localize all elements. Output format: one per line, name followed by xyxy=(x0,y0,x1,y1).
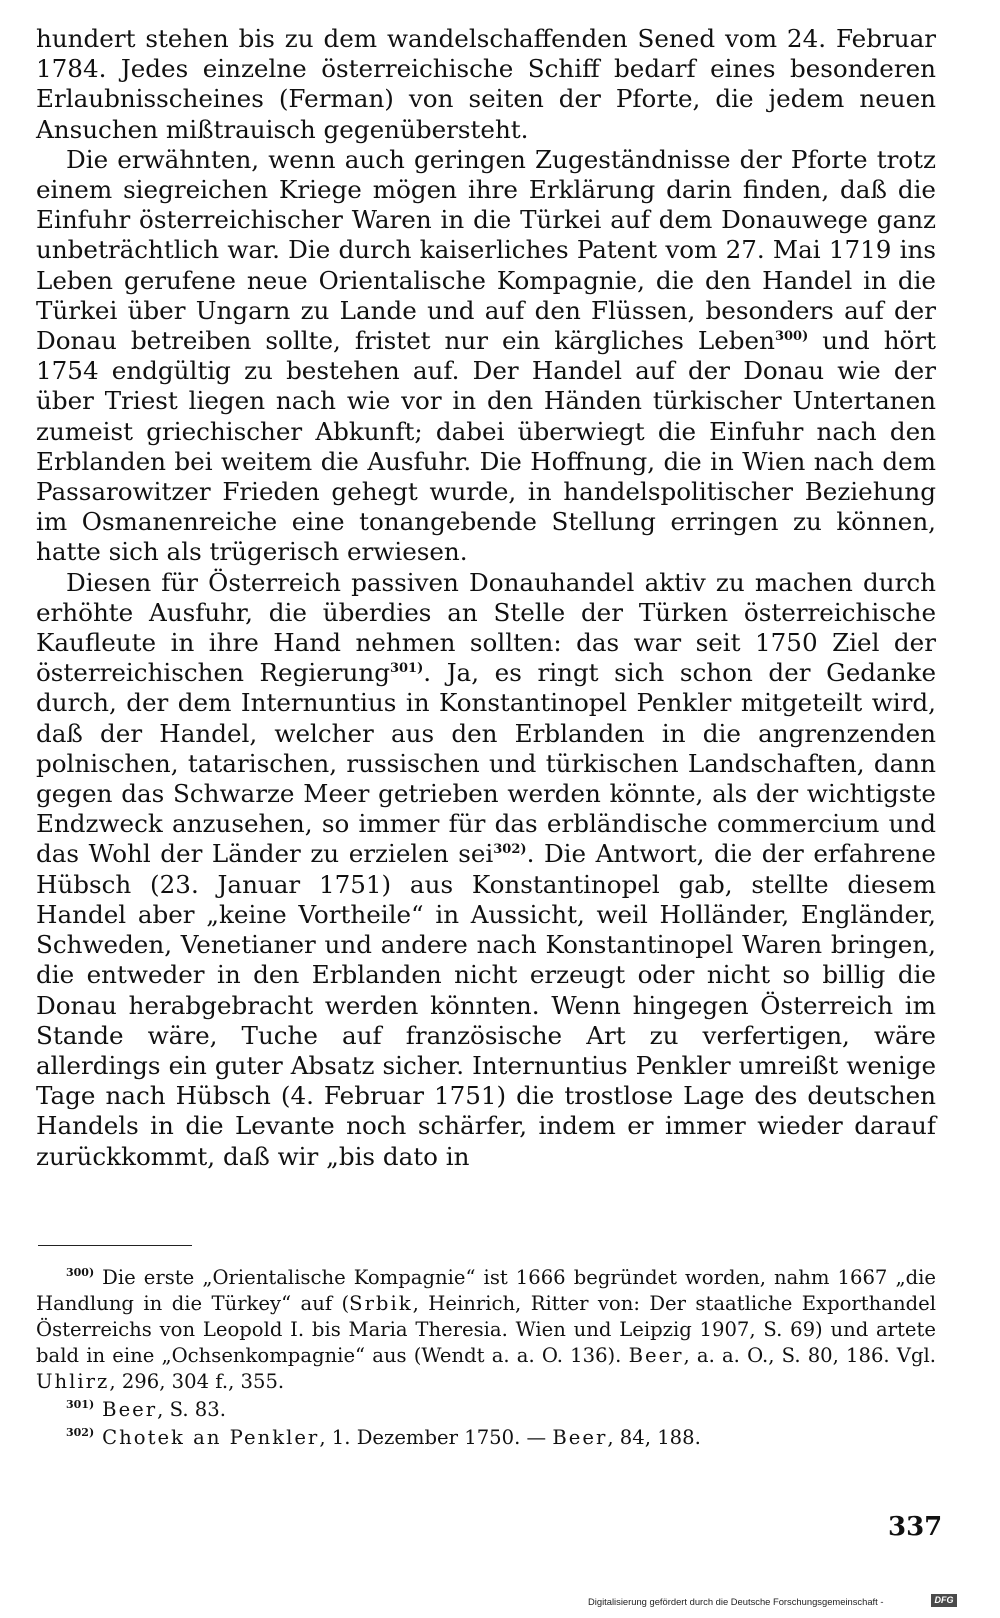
footnote-300-text-c: , a. a. O., S. 80, 186. Vgl. xyxy=(683,1344,936,1367)
footnote-302-number: 302) xyxy=(66,1426,95,1440)
paragraph-2-text-a: Die erwähnten, wenn auch geringen Zugeständnisse der Pforte trotz einem siegreichen Kriege mögen ihre Erklärung darin finden, daß die Einfuhr österreichischer Waren in die Türkei auf dem Donauwege ganz unbeträchtlich war. Die durch kaiserliches Patent vom 27. Mai 1719 ins Leben gerufene neue Orientalische Kompagnie, die den Handel in die Türkei über Ungarn zu Lande und auf den Flüssen, besonders auf der Donau betreiben sollte, fristet nur ein kärgliches Leben xyxy=(36,144,936,356)
footnote-302-text-c: , 84, 188. xyxy=(607,1426,701,1449)
footnote-300-text-a: Die erste „Orientalische Kompagnie“ ist 1666 begründet worden, nahm 1667 „die Handlung in die Türkey“ auf ( xyxy=(36,1266,936,1315)
footnote-300 xyxy=(36,1265,936,1395)
footnote-divider xyxy=(38,1245,192,1246)
dfg-logo-icon: DFG xyxy=(931,1594,957,1607)
footnote-302-author-beer: Beer xyxy=(552,1426,608,1449)
footnote-301 xyxy=(36,1397,936,1423)
paragraph-1-text: hundert stehen bis zu dem wandelschaffenden Sened vom 24. Februar 1784. Jedes einzelne österreichische Schiff bedarf eines besonderen Erlaubnisscheines (Ferman) von seiten der Pforte, die jedem neuen Ansuchen mißtrauisch gegenübersteht. xyxy=(36,24,936,144)
footnotes xyxy=(36,1265,936,1451)
paragraph-2 xyxy=(36,145,936,568)
footnote-ref-302: 302) xyxy=(493,842,527,858)
digitization-credit: Digitalisierung gefördert durch die Deutsche Forschungsgemeinschaft - xyxy=(588,1596,884,1607)
footnote-300-author-uhlirz: Uhlirz xyxy=(36,1370,110,1393)
footnote-301-number: 301) xyxy=(66,1398,95,1412)
footnote-302-text-b: , 1. Dezember 1750. — xyxy=(319,1426,553,1449)
main-text xyxy=(36,24,936,1172)
footnote-ref-300: 300) xyxy=(774,328,809,344)
footnote-300-number: 300) xyxy=(66,1266,95,1280)
paragraph-3 xyxy=(36,568,936,1172)
footnote-301-author-beer: Beer xyxy=(102,1398,158,1421)
footnote-300-text-b: , Heinrich, Ritter von: Der staatliche Exporthandel Österreichs von Leopold I. bis Maria Theresia. Wien und Leipzig 1907, S. 69) und artete bald in eine „Ochsenkompagnie“ aus (Wendt a. a. O. 136). xyxy=(36,1292,936,1367)
footnote-302 xyxy=(36,1425,936,1451)
paragraph-1 xyxy=(36,24,936,145)
footnote-302-text-a: Chotek an Penkler xyxy=(102,1426,320,1449)
page-number: 337 xyxy=(888,1512,943,1542)
footnote-300-author-srbik: Srbik xyxy=(349,1292,413,1315)
paragraph-3-text-b: . Ja, es ringt sich schon der Gedanke durch, der dem Internuntius in Konstantinopel Penkler mitgeteilt wird, daß der Handel, welcher aus den Erblanden in die angrenzenden polnischen, tatarischen, russischen und türkischen Landschaften, dann gegen das Schwarze Meer getrieben werden könnte, als der wichtigste Endzweck anzusehen, so immer für das erbländische commercium und das Wohl der Länder zu erzielen sei xyxy=(36,658,936,869)
footnote-300-text-d: , 296, 304 f., 355. xyxy=(109,1370,285,1393)
paragraph-3-text-c: . Die Antwort, die der erfahrene Hübsch (23. Januar 1751) aus Konstantinopel gab, stellte diesem Handel aber „keine Vortheile“ in Aussicht, weil Holländer, Engländer, Schweden, Venetianer und andere nach Konstantinopel Waren bringen, die entweder in den Erblanden nicht erzeugt oder nicht so billig die Donau herabgebracht werden könnten. Wenn hingegen Österreich im Stande wäre, Tuche auf französische Art zu verfertigen, wäre allerdings ein guter Absatz sicher. Internuntius Penkler umreißt wenige Tage nach Hübsch (4. Februar 1751) die trostlose Lage des deutschen Handels in die Levante noch schärfer, indem er immer wieder darauf zurückkommt, daß wir „bis dato in xyxy=(36,839,936,1171)
paragraph-3-text-a: Diesen für Österreich passiven Donauhandel aktiv zu machen durch erhöhte Ausfuhr, die überdies an Stelle der Türken österreichische Kaufleute in ihre Hand nehmen sollten: das war seit 1750 Ziel der österreichischen Regierung xyxy=(36,567,936,688)
footnote-300-author-beer: Beer xyxy=(628,1344,684,1367)
paragraph-2-text-b: und hört 1754 endgültig zu bestehen auf. Der Handel auf der Donau wie der über Triest liegen nach wie vor in den Händen türkischer Untertanen zumeist griechischer Abkunft; dabei überwiegt die Einfuhr nach den Erblanden bei weitem die Ausfuhr. Die Hoffnung, die in Wien nach dem Passarowitzer Frieden gehegt wurde, in handelspolitischer Beziehung im Osmanenreiche eine tonangebende Stellung erringen zu können, hatte sich als trügerisch erwiesen. xyxy=(36,326,936,567)
footnote-ref-301: 301) xyxy=(389,661,424,677)
footnote-301-text: , S. 83. xyxy=(157,1398,226,1421)
